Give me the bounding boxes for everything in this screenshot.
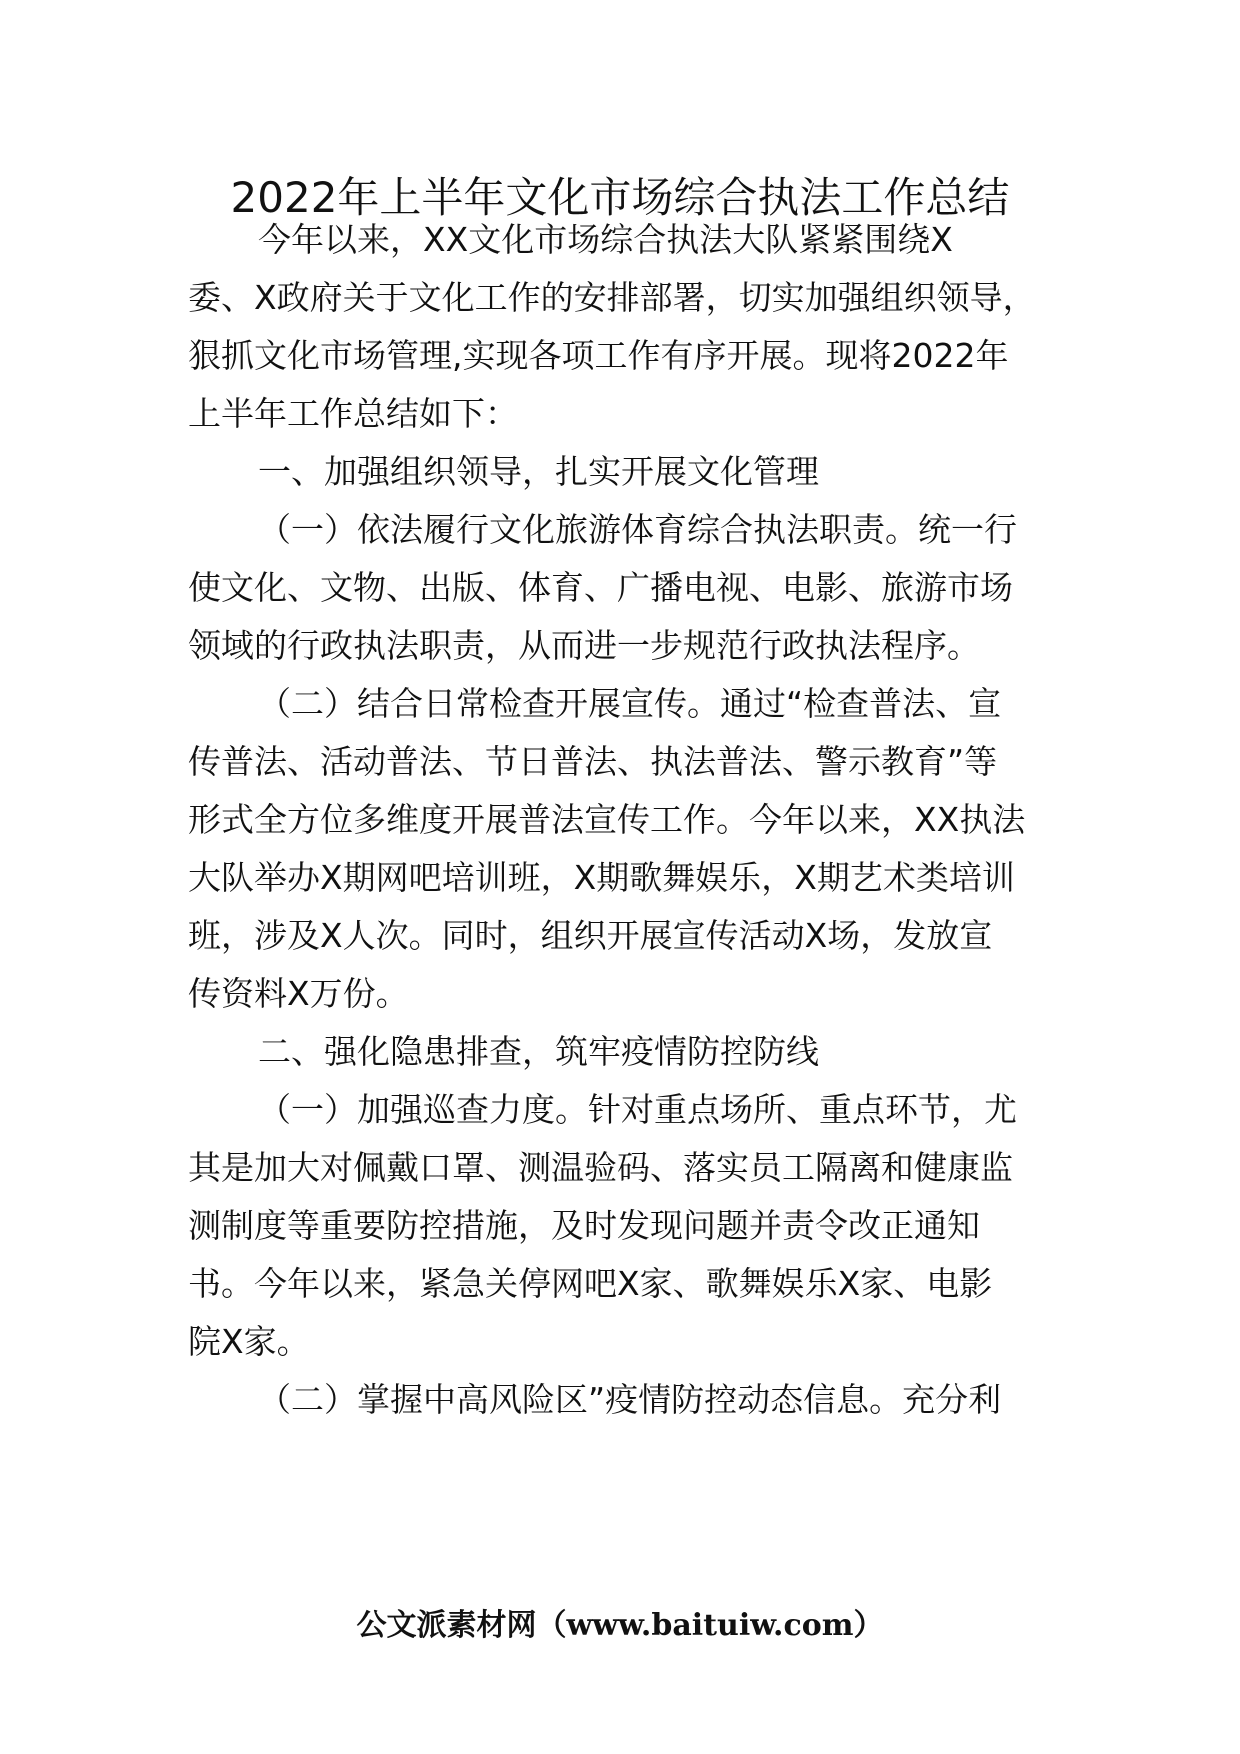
paragraph-line: 形式全方位多维度开展普法宣传工作。今年以来，XX执法: [188, 800, 1026, 839]
paragraph-line: 上半年工作总结如下：: [188, 394, 518, 433]
footer-url[interactable]: （www.baituiw.com）: [536, 1608, 884, 1643]
paragraph-line: 书。今年以来，紧急关停网吧X家、歌舞娱乐X家、电影: [188, 1264, 993, 1303]
paragraph-line: 传资料X万份。: [188, 974, 409, 1013]
paragraph-line: （二）结合日常检查开展宣传。通过“检查普法、宣: [258, 684, 1002, 723]
document-title: 2022年上半年文化市场综合执法工作总结: [230, 173, 1010, 222]
paragraph-line: （一）依法履行文化旅游体育综合执法职责。统一行: [258, 510, 1017, 549]
paragraph-line: 领域的行政执法职责，从而进一步规范行政执法程序。: [188, 626, 980, 665]
paragraph-line: 测制度等重要防控措施，及时发现问题并责令改正通知: [188, 1206, 980, 1245]
paragraph-line: （二）掌握中高风险区”疫情防控动态信息。充分利: [258, 1380, 1002, 1419]
footer-site-name: 公文派素材网: [356, 1608, 537, 1643]
paragraph-line: 班，涉及X人次。同时，组织开展宣传活动X场，发放宣: [188, 916, 993, 955]
paragraph-line: 传普法、活动普法、节日普法、执法普法、警示教育”等: [188, 742, 998, 781]
paragraph-line: 今年以来，XX文化市场综合执法大队紧紧围绕X: [258, 220, 953, 259]
section-heading: 一、加强组织领导，扎实开展文化管理: [258, 452, 819, 491]
footer-watermark: [0, 1606, 1240, 1646]
paragraph-line: 院X家。: [188, 1322, 310, 1361]
paragraph-line: 委、X政府关于文化工作的安排部署，切实加强组织领导，: [188, 278, 1036, 317]
paragraph-line: 其是加大对佩戴口罩、测温验码、落实员工隔离和健康监: [188, 1148, 1013, 1187]
section-heading: 二、强化隐患排查，筑牢疫情防控防线: [258, 1032, 819, 1071]
paragraph-line: 大队举办X期网吧培训班，X期歌舞娱乐，X期艺术类培训: [188, 858, 1015, 897]
paragraph-line: 狠抓文化市场管理,实现各项工作有序开展。现将2022年: [188, 336, 1009, 375]
paragraph-line: 使文化、文物、出版、体育、广播电视、电影、旅游市场: [188, 568, 1013, 607]
paragraph-line: （一）加强巡查力度。针对重点场所、重点环节，尤: [258, 1090, 1017, 1129]
